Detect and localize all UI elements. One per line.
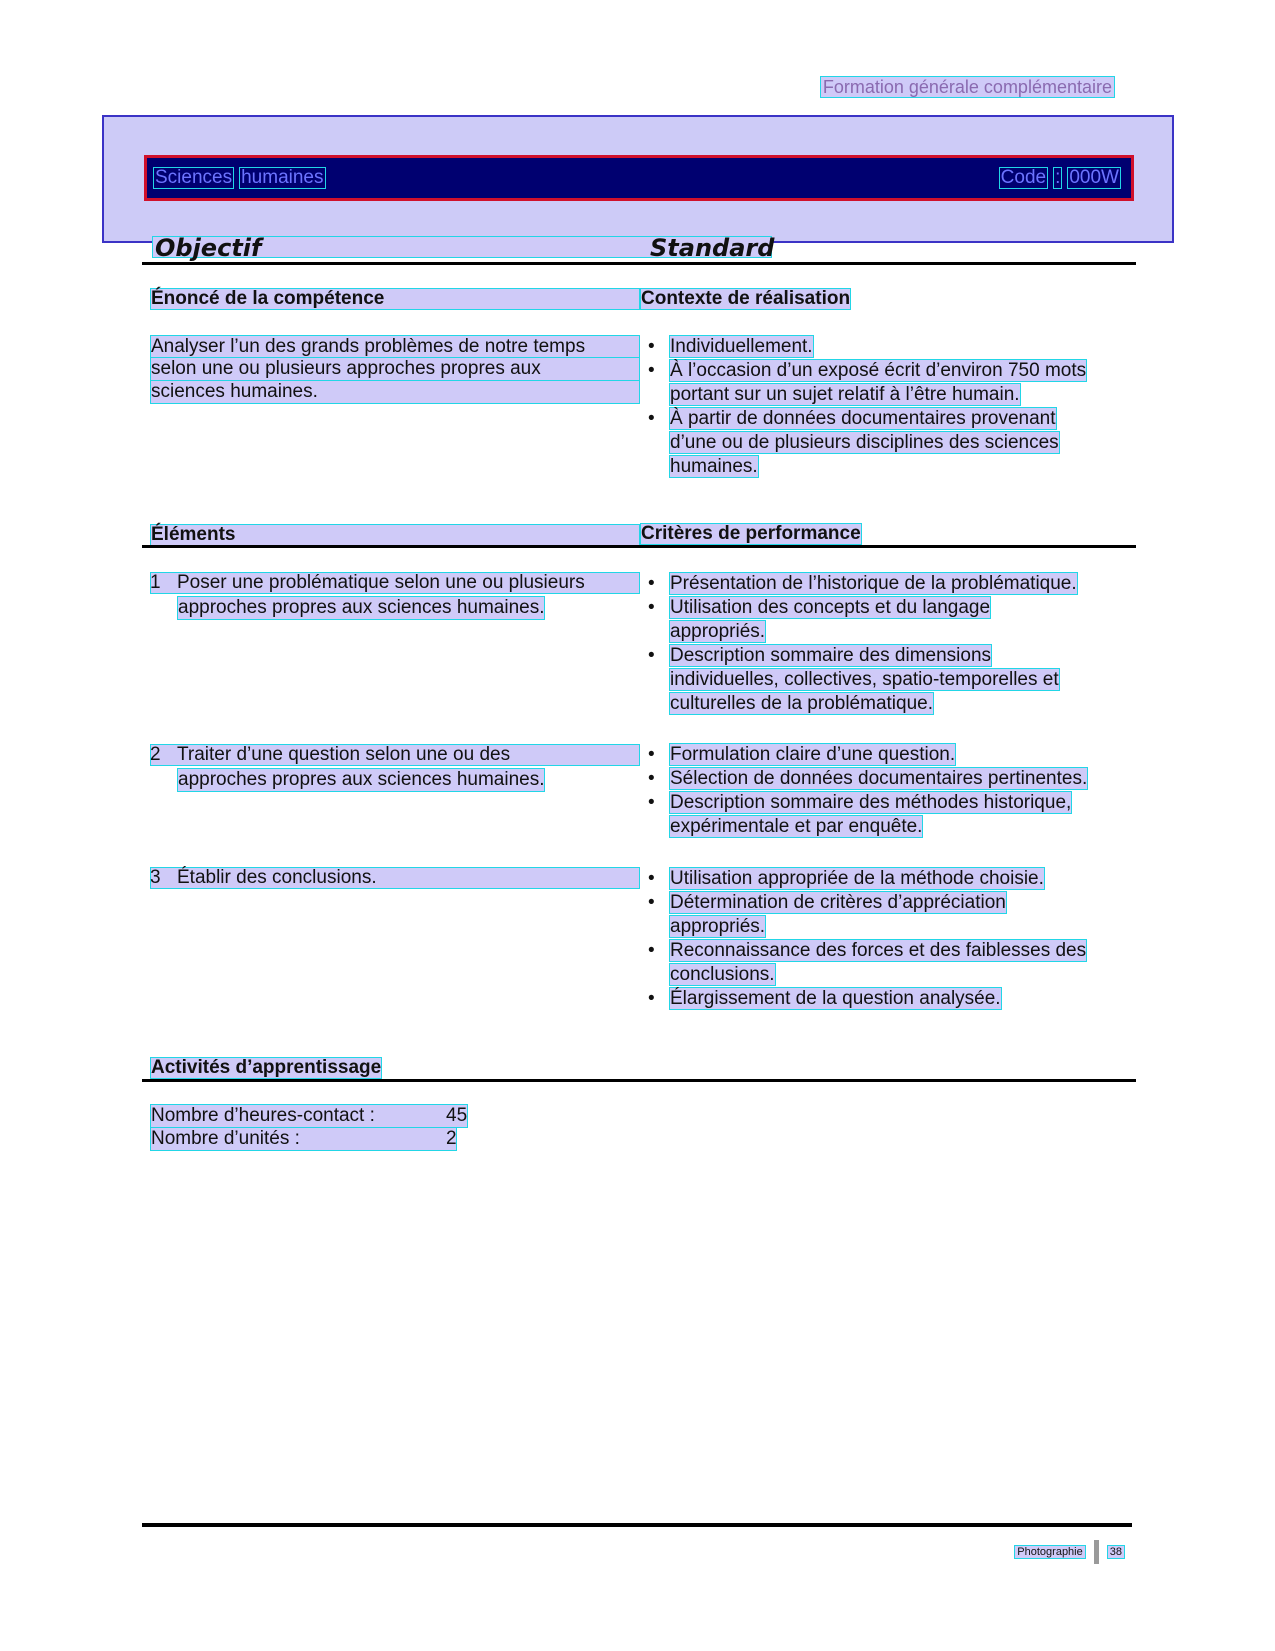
list-item: • Présentation de l’historique de la problématique.: [648, 572, 1077, 596]
element-2-criteria: [648, 743, 1087, 839]
context-list: [648, 335, 1086, 479]
context-title: Contexte de réalisation: [641, 288, 851, 309]
code-value: 000W: [1069, 167, 1119, 188]
course-banner: [102, 115, 1174, 243]
element-3-line-1: Établir des conclusions.: [177, 867, 377, 888]
divider-activities: [142, 1079, 1136, 1082]
code-separator: :: [1055, 167, 1061, 188]
footer-label: Photographie: [1014, 1545, 1085, 1559]
hours-value: 45: [446, 1105, 468, 1126]
hours-label: Nombre d’heures-contact :: [151, 1105, 375, 1126]
element-2-line-1: Traiter d’une question selon une ou des: [177, 744, 511, 765]
list-item: • Utilisation des concepts et du langage appropriés.: [648, 596, 1077, 644]
element-1-line-1: Poser une problématique selon une ou plusieurs: [177, 572, 585, 593]
element-2-line-2: approches propres aux sciences humaines.: [178, 769, 545, 790]
list-item: • Sélection de données documentaires pertinentes.: [648, 767, 1087, 791]
competence-title: Énoncé de la compétence: [150, 288, 640, 310]
criteria-title: Critères de performance: [641, 523, 861, 544]
code-label: Code: [1000, 167, 1047, 188]
list-item: • Formulation claire d’une question.: [648, 743, 1087, 767]
course-title-bar: [144, 155, 1134, 201]
divider-elements: [142, 545, 1136, 548]
list-item: • Description sommaire des dimensions individuelles, collectives, spatio-temporelles et culturelles de la problématique.: [648, 644, 1077, 716]
element-3-number: 3: [150, 867, 161, 888]
activities-title: Activités d’apprentissage: [151, 1057, 382, 1078]
list-item: • Élargissement de la question analysée.: [648, 987, 1086, 1011]
page-footer: [1014, 1540, 1125, 1564]
element-1-number: 1: [150, 572, 161, 593]
list-item: • À partir de données documentaires provenant d’une ou de plusieurs disciplines des sciences humaines.: [648, 407, 1086, 479]
list-item: • Description sommaire des méthodes historique, expérimentale et par enquête.: [648, 791, 1087, 839]
units-label: Nombre d’unités :: [151, 1128, 300, 1149]
list-item: • À l’occasion d’un exposé écrit d’environ 750 mots portant sur un sujet relatif à l’être humain.: [648, 359, 1086, 407]
list-item: • Individuellement.: [648, 335, 1086, 359]
list-item: • Utilisation appropriée de la méthode choisie.: [648, 867, 1086, 891]
competence-line-2: selon une ou plusieurs approches propres aux: [150, 357, 640, 381]
footer-separator: [1094, 1540, 1099, 1564]
units-row: [150, 1127, 457, 1151]
competence-line-3: sciences humaines.: [150, 380, 640, 404]
elements-title: Éléments: [150, 524, 640, 546]
subject-word-2: humaines: [241, 167, 324, 188]
units-value: 2: [446, 1128, 457, 1149]
running-header: Formation générale complémentaire: [820, 76, 1115, 98]
element-1-criteria: [648, 572, 1077, 716]
subject-word-1: Sciences: [155, 167, 233, 188]
hours-row: [150, 1104, 468, 1128]
element-2-number: 2: [150, 744, 161, 765]
list-item: • Détermination de critères d’appréciation appropriés.: [648, 891, 1086, 939]
divider-top: [142, 262, 1136, 265]
footer-divider: [142, 1523, 1132, 1527]
list-item: • Reconnaissance des forces et des faiblesses des conclusions.: [648, 939, 1086, 987]
column-heading-standard: Standard: [650, 234, 775, 262]
column-heading-objectif: Objectif: [155, 234, 262, 262]
competence-line-1: Analyser l’un des grands problèmes de notre temps: [150, 335, 640, 359]
element-3-criteria: [648, 867, 1086, 1011]
element-1-line-2: approches propres aux sciences humaines.: [178, 597, 545, 618]
page-number: 38: [1107, 1545, 1125, 1559]
